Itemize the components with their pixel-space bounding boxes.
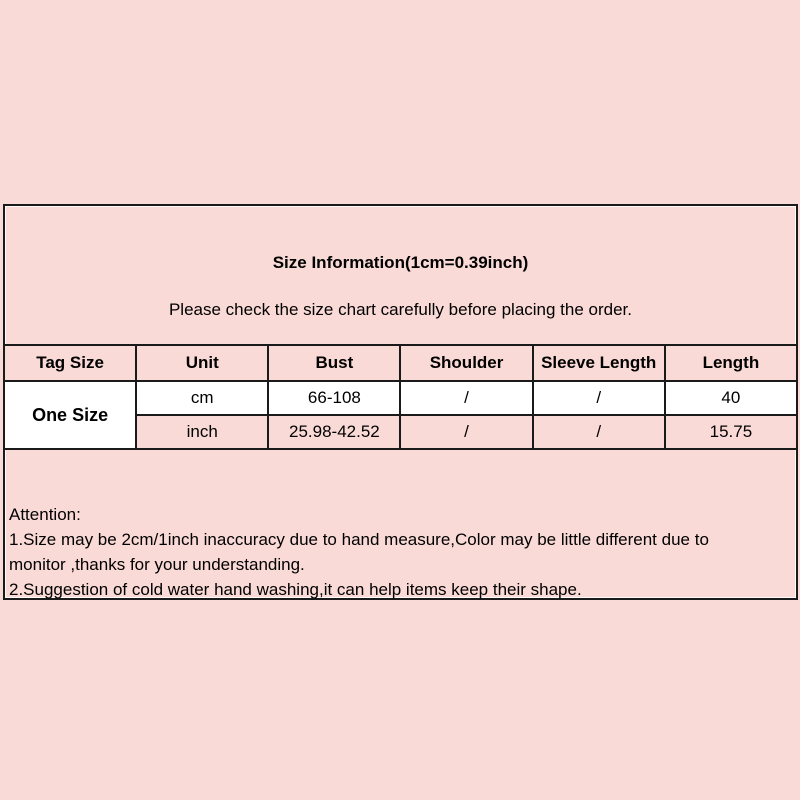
cell-cm-sleeve-length: / [533, 381, 665, 415]
size-table-header-row [4, 345, 797, 381]
cell-inch-length: 15.75 [665, 415, 797, 449]
cell-cm-unit: cm [136, 381, 268, 415]
column-header-shoulder: Shoulder [400, 345, 532, 381]
attention-note [9, 502, 792, 602]
cell-cm-bust: 66-108 [268, 381, 400, 415]
column-header-length: Length [665, 345, 797, 381]
column-header-tag-size: Tag Size [4, 345, 136, 381]
cell-cm-shoulder: / [400, 381, 532, 415]
attention-line: monitor ,thanks for your understanding. [9, 555, 305, 574]
cell-inch-sleeve-length: / [533, 415, 665, 449]
panel-subtitle: Please check the size chart carefully before placing the order. [168, 300, 633, 319]
cell-inch-shoulder: / [400, 415, 532, 449]
column-header-unit: Unit [136, 345, 268, 381]
cell-inch-bust: 25.98-42.52 [268, 415, 400, 449]
attention-heading: Attention: [9, 505, 81, 524]
panel-title: Size Information(1cm=0.39inch) [272, 253, 529, 272]
cell-cm-length: 40 [665, 381, 797, 415]
cell-tag-size: One Size [4, 381, 136, 449]
column-header-sleeve-length: Sleeve Length [533, 345, 665, 381]
size-table-row-cm [4, 381, 797, 415]
attention-line: 2.Suggestion of cold water hand washing,it can help items keep their shape. [9, 580, 582, 599]
cell-inch-unit: inch [136, 415, 268, 449]
column-header-bust: Bust [268, 345, 400, 381]
size-info-panel [3, 204, 798, 600]
size-table [3, 344, 798, 450]
attention-line: 1.Size may be 2cm/1inch inaccuracy due to hand measure,Color may be little different due to [9, 530, 709, 549]
